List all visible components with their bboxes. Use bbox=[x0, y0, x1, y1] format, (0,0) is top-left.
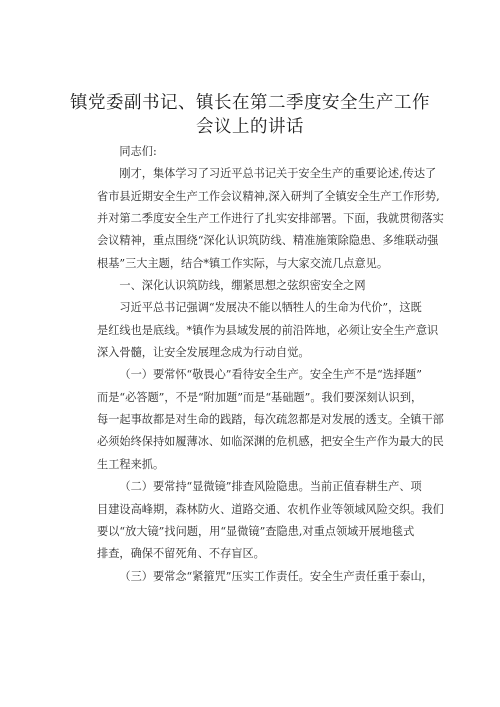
body-text-line: 每一起事故都是对生命的践踏，每次疏忽都是对发展的透支。全镇干部 bbox=[97, 413, 444, 427]
body-text-line: 深入骨髓，让安全发展理念成为行动自觉。 bbox=[97, 346, 310, 360]
body-text-line: 并对第二季度安全生产工作进行了扎实安排部署。下面，我就贯彻落实 bbox=[97, 212, 444, 226]
body-text-line: 目建设高峰期，森林防火、道路交通、农机作业等领域风险交织。我们 bbox=[97, 502, 444, 516]
body-text-line: 要以“放大镜”找问题，用“显微镜”查隐患,对重点领域开展地毯式 bbox=[97, 524, 415, 538]
body-text-line: 习近平总书记强调“发展决不能以牺牲人的生命为代价”，这既 bbox=[119, 301, 422, 315]
body-text-line: 同志们: bbox=[119, 145, 157, 158]
body-text-line: 根基”三大主题，结合*镇工作实际，与大家交流几点意见。 bbox=[97, 256, 389, 270]
body-text-line: 必须始终保持如履薄冰、如临深渊的危机感，把安全生产作为最大的民 bbox=[97, 435, 444, 449]
section-heading: 一、深化认识筑防线，绷紧思想之弦织密安全之网 bbox=[119, 279, 366, 293]
document-title-line-1: 镇党委副书记、镇长在第二季度安全生产工作 bbox=[70, 93, 430, 113]
body-text-line: 而是“必答题”，不是“附加题”而是“基础题”。我们要深刻认识到， bbox=[97, 390, 423, 404]
body-text-line: 排查，确保不留死角、不存盲区。 bbox=[97, 547, 265, 561]
body-text-line: 刚才，集体学习了习近平总书记关于安全生产的重要论述,传达了 bbox=[119, 167, 437, 181]
body-text-line: （二）要常持“显微镜”排查风险隐患。当前正值春耕生产、项 bbox=[119, 480, 422, 494]
body-text-line: 是红线也是底线。*镇作为县域发展的前沿阵地，必须让安全生产意识 bbox=[97, 323, 439, 337]
body-text-line: 省市县近期安全生产工作会议精神,深入研判了全镇安全生产工作形势, bbox=[97, 189, 440, 203]
body-text-line: （三）要常念“紧箍咒”压实工作责任。安全生产责任重于泰山， bbox=[119, 569, 433, 583]
document-title-line-2: 会议上的讲话 bbox=[196, 117, 304, 137]
body-text-line: 生工程来抓。 bbox=[97, 457, 165, 471]
body-text-line: 会议精神，重点围绕“深化认识筑防线、精准施策除隐患、多维联动强 bbox=[97, 234, 439, 248]
body-text-line: （一）要常怀“敬畏心”看待安全生产。安全生产不是“选择题” bbox=[119, 368, 422, 382]
document-body bbox=[97, 141, 444, 588]
